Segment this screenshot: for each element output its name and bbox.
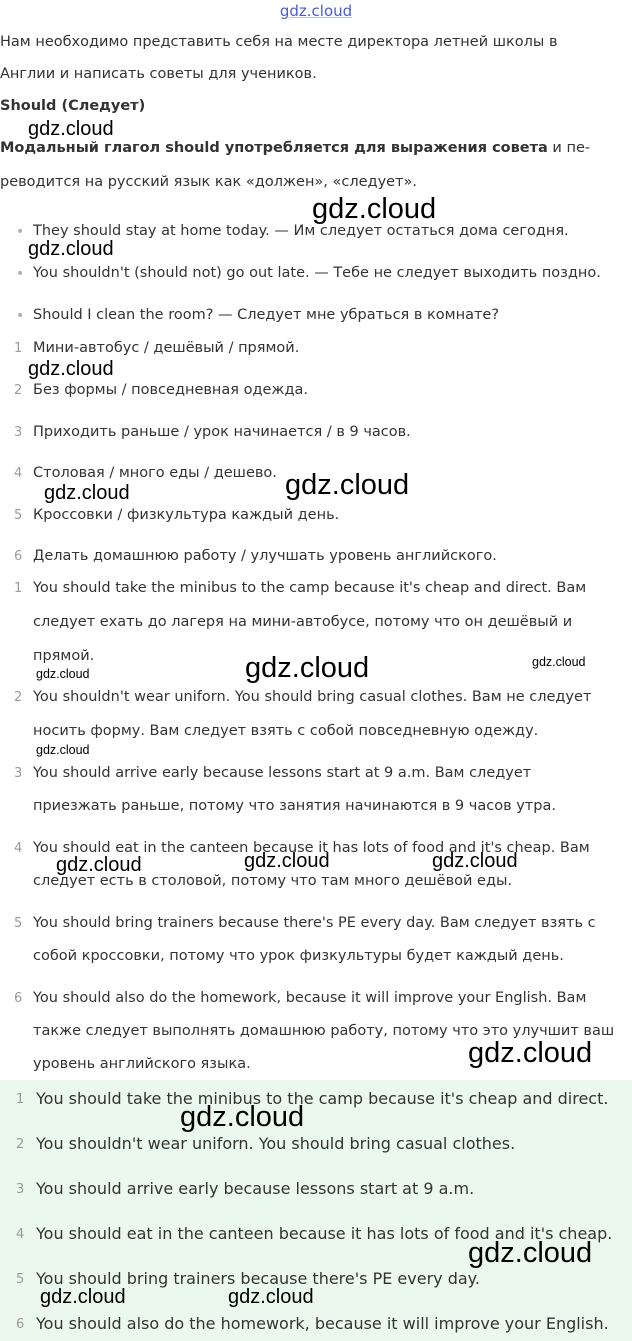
translated-line: следует ехать до лагеря на мини-автобусе, потому что он дешёвый и <box>33 614 573 630</box>
watermark: gdz.cloud <box>44 482 130 504</box>
watermark: gdz.cloud <box>432 850 518 872</box>
prompt-item: Приходить раньше / урок начинается / в 9 часов. <box>33 424 411 440</box>
translated-line: You should arrive early because lessons start at 9 a.m. Вам следует <box>33 765 532 781</box>
answer-number: 6 <box>16 1317 25 1332</box>
rule-bold-text: Модальный глагол should употребляется для выражения совета <box>0 140 548 156</box>
translated-number: 1 <box>14 581 23 596</box>
translated-line: уровень английского языка. <box>33 1056 251 1072</box>
translated-line: You should take the minibus to the camp because it's cheap and direct. Вам <box>33 580 587 596</box>
translated-line: собой кроссовки, потому что урок физкультуры будет каждый день. <box>33 948 564 964</box>
watermark: gdz.cloud <box>28 118 114 140</box>
section-heading: Should (Следует) <box>0 98 146 114</box>
answer-number: 1 <box>16 1092 25 1107</box>
watermark: gdz.cloud <box>532 655 586 669</box>
intro-line-2: Англии и написать советы для учеников. <box>0 66 317 82</box>
watermark: gdz.cloud <box>36 667 90 681</box>
translated-line: приезжать раньше, потому что занятия начинаются в 9 часов утра. <box>33 798 556 814</box>
bullet-icon: • <box>16 308 25 324</box>
prompt-item: Делать домашнюю работу / улучшать уровень английского. <box>33 548 497 564</box>
rule-line-1 <box>0 140 590 156</box>
answer-number: 3 <box>16 1182 25 1197</box>
answer-item: You should take the minibus to the camp because it's cheap and direct. <box>36 1089 609 1108</box>
watermark: gdz.cloud <box>228 1286 314 1308</box>
bullet-icon: • <box>16 266 25 282</box>
watermark: gdz.cloud <box>285 469 410 501</box>
prompt-number: 1 <box>14 341 23 356</box>
answer-number: 5 <box>16 1272 25 1287</box>
watermark: gdz.cloud <box>28 238 114 260</box>
translated-line: You should bring trainers because there's PE every day. Вам следует взять с <box>33 915 596 931</box>
watermark: gdz.cloud <box>40 1286 126 1308</box>
prompt-number: 5 <box>14 508 23 523</box>
bullet-icon: • <box>16 224 25 240</box>
prompt-number: 2 <box>14 383 23 398</box>
watermark: gdz.cloud <box>312 193 437 225</box>
translated-number: 4 <box>14 841 23 856</box>
translated-line: прямой. <box>33 648 95 664</box>
watermark: gdz.cloud <box>180 1101 305 1133</box>
prompt-item: Столовая / много еды / дешево. <box>33 465 277 481</box>
prompt-item: Кроссовки / физкультура каждый день. <box>33 507 340 523</box>
translated-number: 5 <box>14 916 23 931</box>
watermark: gdz.cloud <box>245 652 370 684</box>
translated-number: 6 <box>14 991 23 1006</box>
answer-item: You should also do the homework, because it will improve your English. <box>36 1314 609 1333</box>
translated-line: You shouldn't wear uniforn. You should bring casual clothes. Вам не следует <box>33 689 592 705</box>
watermark: gdz.cloud <box>244 850 330 872</box>
translated-number: 2 <box>14 690 23 705</box>
prompt-number: 6 <box>14 549 23 564</box>
example-item: Should I clean the room? — Следует мне убраться в комнате? <box>33 307 500 323</box>
answer-item: You shouldn't wear uniforn. You should bring casual clothes. <box>36 1134 516 1153</box>
prompt-number: 3 <box>14 425 23 440</box>
intro-line-1: Нам необходимо представить себя на месте директора летней школы в <box>0 34 558 50</box>
rule-line-2: реводится на русский язык как «должен», «следует». <box>0 174 417 190</box>
translated-line: You should eat in the canteen because it has lots of food and it's cheap. Вам <box>33 840 590 856</box>
watermark: gdz.cloud <box>36 743 90 757</box>
translated-line: также следует выполнять домашнюю работу, потому что это улучшит ваш <box>33 1023 615 1039</box>
prompt-number: 4 <box>14 466 23 481</box>
rule-rest-text: и пе- <box>547 140 591 156</box>
watermark: gdz.cloud <box>468 1237 593 1269</box>
watermark: gdz.cloud <box>28 358 114 380</box>
example-item: They should stay at home today. — Им следует остаться дома сегодня. <box>33 223 569 239</box>
translated-line: You should also do the homework, because it will improve your English. Вам <box>33 990 587 1006</box>
answer-number: 2 <box>16 1137 25 1152</box>
translated-number: 3 <box>14 766 23 781</box>
translated-line: следует есть в столовой, потому что там много дешёвой еды. <box>33 873 513 889</box>
answer-number: 4 <box>16 1227 25 1242</box>
translated-line: носить форму. Вам следует взять с собой повседневную одежду. <box>33 723 539 739</box>
watermark: gdz.cloud <box>56 854 142 876</box>
prompt-item: Без формы / повседневная одежда. <box>33 382 309 398</box>
prompt-item: Мини-автобус / дешёвый / прямой. <box>33 340 300 356</box>
example-item: You shouldn't (should not) go out late. — Тебе не следует выходить поздно. <box>33 265 601 281</box>
answer-item: You should eat in the canteen because it has lots of food and it's cheap. <box>36 1224 613 1243</box>
answer-item: You should arrive early because lessons start at 9 a.m. <box>36 1179 475 1198</box>
watermark: gdz.cloud <box>468 1037 593 1069</box>
site-logo[interactable]: gdz.cloud <box>279 2 353 20</box>
answer-item: You should bring trainers because there's PE every day. <box>36 1269 480 1288</box>
